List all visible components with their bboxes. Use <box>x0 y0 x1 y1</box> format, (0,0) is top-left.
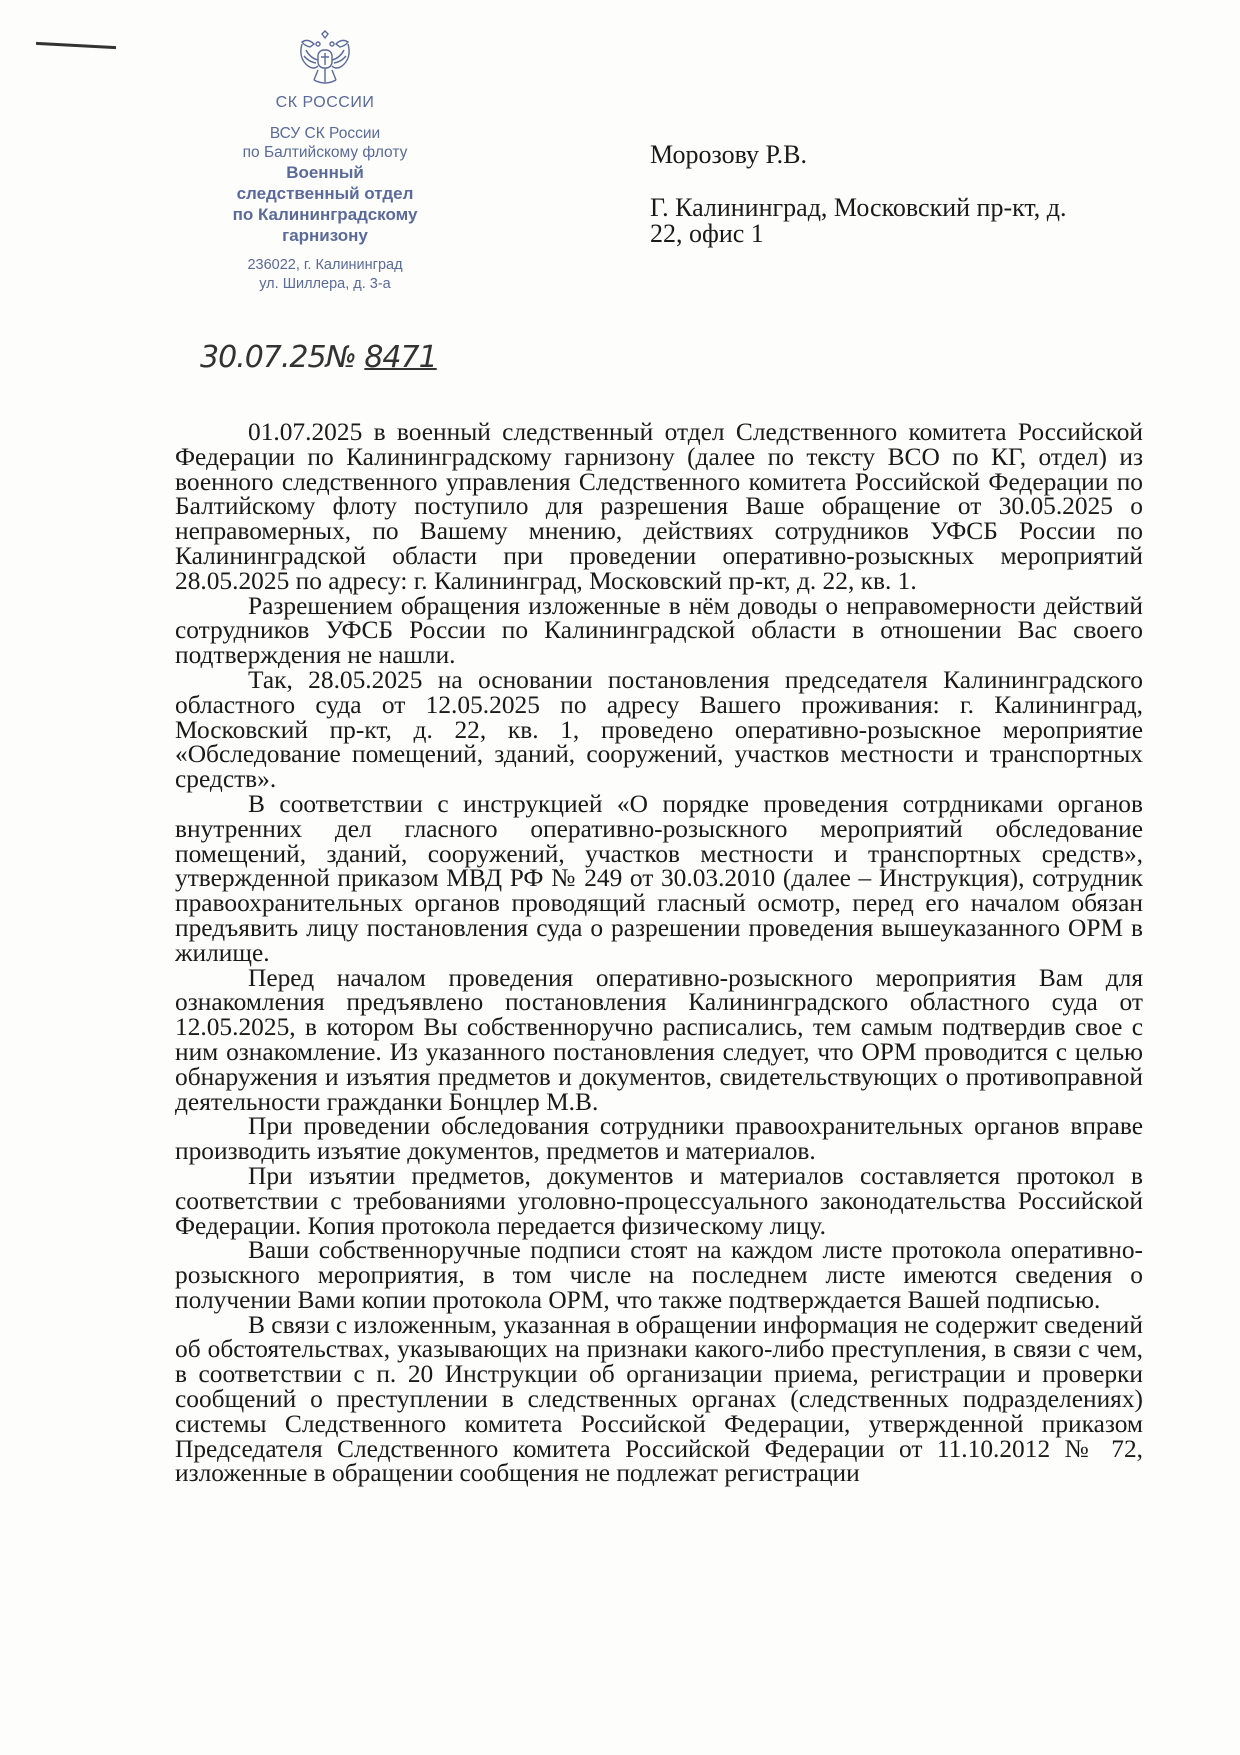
stamp-unit-line: по Калининградскому <box>232 205 418 224</box>
paragraph: Перед началом проведения оперативно-розыскного мероприятия Вам для ознакомления предъявлено постановления Калининградского областного суда от 12.05.2025, в котором Вы собственноручно расписались, тем самым подтвердив свое с ним ознакомление. Из указанного постановления следует, что ОРМ проводится с целью обнаружения и изъятия предметов и документов, свидетельствующих о противоправной деятельности гражданки Бонцлер М.В. <box>175 963 1143 1116</box>
letter-body <box>175 420 1143 1486</box>
registration-number <box>200 340 437 375</box>
stamp-org: СК РОССИИ <box>275 94 375 111</box>
paragraph: При изъятии предметов, документов и материалов составляется протокол в соответствии с требованиями уголовно-процессуального законодательства Российской Федерации. Копия протокола передается физическому лицу. <box>175 1161 1143 1240</box>
double-headed-eagle-icon <box>294 30 356 90</box>
paragraph: При проведении обследования сотрудники правоохранительных органов вправе производить изъятие документов, предметов и материалов. <box>175 1112 1143 1166</box>
stamp-address-line: 236022, г. Калининград <box>247 257 403 273</box>
paragraph: Так, 28.05.2025 на основании постановления председателя Калининградского областного суда от 12.05.2025 по адресу Вашего проживания: г. Калининград, Московский пр-кт, д. 22, кв. 1, проведено оперативно-розыскное мероприятие «Обследование помещений, зданий, сооружений, участков местности и транспортных средств». <box>175 665 1143 794</box>
paragraph: Разрешением обращения изложенные в нём доводы о неправомерности действий сотрудников УФСБ России по Калининградской области в отношении Вас своего подтверждения не нашли. <box>175 591 1143 670</box>
paragraph: В связи с изложенным, указанная в обращении информация не содержит сведений об обстоятельствах, указывающих на признаки какого-либо преступления, в связи с чем, в соответствии с п. 20 Инструкции об организации приема, регистрации и проверки сообщений о преступлении в следственных органах (следственных подразделениях) системы Следственного комитета Российской Федерации, утвержденной приказом Председателя Следственного комитета Российской Федерации от 11.10.2012 № 72, изложенные в обращении сообщения не подлежат регистрации <box>175 1310 1143 1488</box>
addressee-address-line: Г. Калининград, Московский пр-кт, д. <box>650 193 1067 222</box>
stamp-dept-line: по Балтийскому флоту <box>242 144 408 161</box>
registration-number-value: 8471 <box>364 340 437 375</box>
addressee-address-line: 22, офис 1 <box>650 219 764 248</box>
registration-date: 30.07.25 <box>200 340 326 375</box>
paragraph: Ваши собственноручные подписи стоят на каждом листе протокола оперативно-розыскного мероприятия, в том числе на последнем листе имеются сведения о получении Вами копии протокола ОРМ, что также подтверждается Вашей подписью. <box>175 1236 1143 1314</box>
pen-mark <box>36 42 116 49</box>
addressee-name: Морозову Р.В. <box>650 140 808 169</box>
addressee-block <box>650 142 1170 247</box>
paragraph: 01.07.2025 в военный следственный отдел Следственного комитета Российской Федерации по Калининградскому гарнизону (далее по тексту ВСО по КГ, отдел) из военного следственного управления Следственного комитета Российской Федерации по Балтийскому флоту поступило для разрешения Ваше обращение от 30.05.2025 о неправомерных, по Вашему мнению, действиях сотрудников УФСБ России по Калининградской области при проведении оперативно-розыскных мероприятий 28.05.2025 по адресу: г. Калининград, Московский пр-кт, д. 22, кв. 1. <box>175 418 1143 595</box>
stamp-unit-line: следственный отдел <box>236 184 414 203</box>
stamp-unit-line: Военный <box>286 163 364 182</box>
organization-stamp <box>200 30 450 294</box>
stamp-address-line: ул. Шиллера, д. 3-а <box>259 276 391 292</box>
paragraph: В соответствии с инструкцией «О порядке проведения сотрдниками органов внутренних дел гласного оперативно-розыскного мероприятий обследование помещений, зданий, сооружений, участков местности и транспортных средств», утвержденной приказом МВД РФ № 249 от 30.03.2010 (далее – Инструкция), сотрудник правоохранительных органов проводящий гласный осмотр, перед его началом обязан предъявить лицу постановления суда о разрешении проведения вышеуказанного ОРМ в жилище. <box>175 789 1143 967</box>
stamp-unit-line: гарнизону <box>282 226 368 245</box>
registration-number-sign: № <box>325 340 356 375</box>
stamp-dept-line: ВСУ СК России <box>269 125 381 142</box>
